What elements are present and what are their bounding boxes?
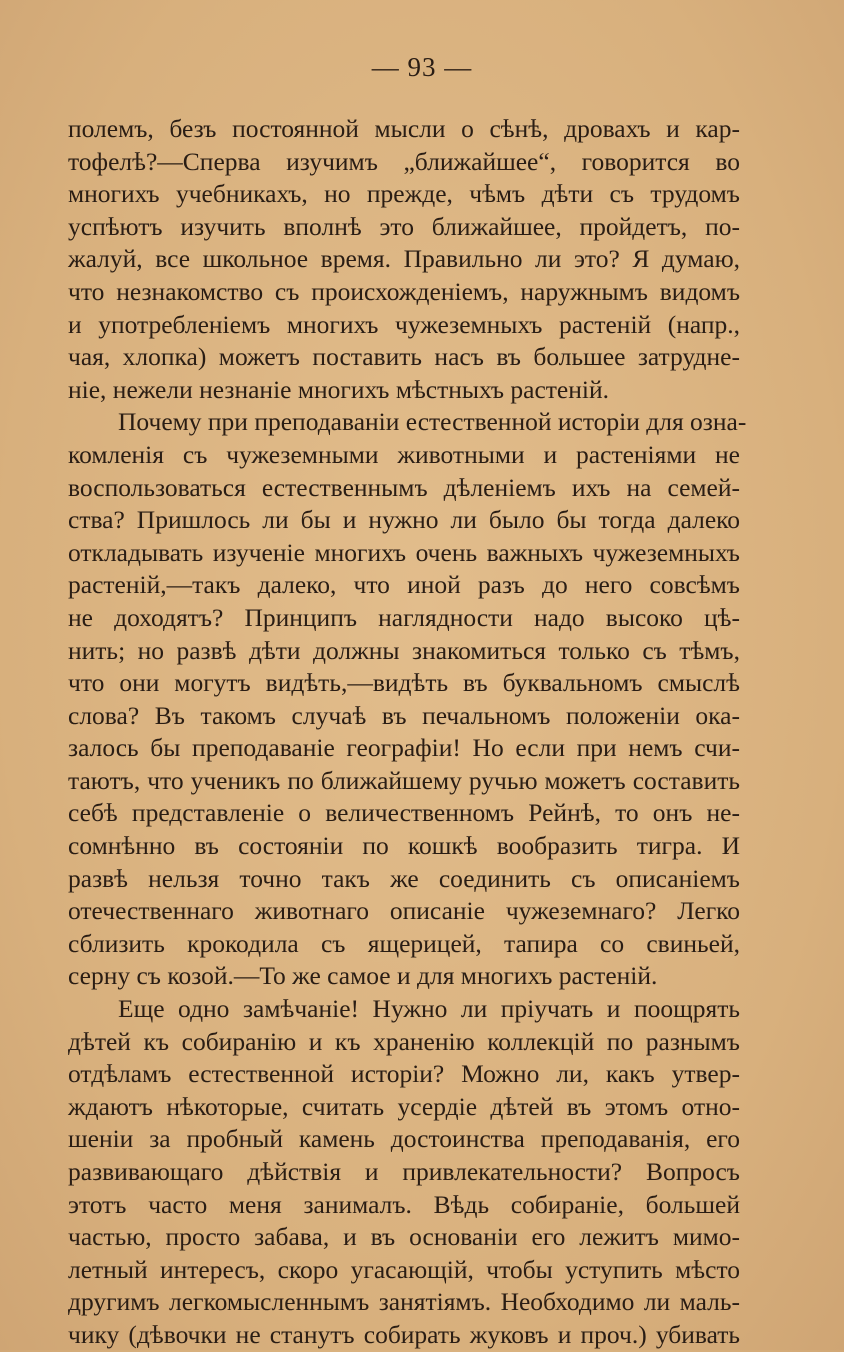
text-line: другимъ легкомысленнымъ занятіямъ. Необходимо ли маль- bbox=[68, 1287, 740, 1317]
text-line: многихъ учебникахъ, но прежде, чѣмъ дѣти съ трудомъ bbox=[68, 179, 740, 209]
text-line: летный интересъ, скоро угасающій, чтобы уступить мѣсто bbox=[68, 1254, 740, 1284]
text-line: успѣютъ изучить вполнѣ это ближайшее, пройдетъ, по- bbox=[68, 211, 740, 241]
body-text bbox=[68, 113, 747, 1352]
paragraph bbox=[68, 406, 747, 993]
text-line: растеній,—такъ далеко, что иной разъ до него совсѣмъ bbox=[68, 570, 740, 600]
text-line: развивающаго дѣйствія и привлекательности? Вопросъ bbox=[68, 1157, 740, 1186]
text-line: ства? Пришлось ли бы и нужно ли было бы тогда далеко bbox=[68, 505, 740, 535]
text-line: отдѣламъ естественной исторіи? Можно ли, какъ утвер- bbox=[68, 1059, 740, 1089]
text-line: дѣтей къ собиранію и къ храненію коллекцій по разнымъ bbox=[68, 1026, 740, 1056]
text-line: откладывать изученіе многихъ очень важныхъ чужеземныхъ bbox=[68, 537, 740, 567]
text-line: не доходятъ? Принципъ наглядности надо высоко цѣ- bbox=[68, 602, 740, 632]
text-line: слова? Въ такомъ случаѣ въ печальномъ положеніи ока- bbox=[68, 700, 740, 730]
text-line: Еще одно замѣчаніе! Нужно ли пріучать и поощрять bbox=[118, 994, 740, 1024]
text-line: отечественнаго животнаго описаніе чужеземнаго? Легко bbox=[68, 896, 740, 926]
text-line: что незнакомство съ происхожденіемъ, наружнымъ видомъ bbox=[68, 276, 740, 306]
text-line: этотъ часто меня занималъ. Вѣдь собираніе, большей bbox=[68, 1189, 740, 1219]
text-line: ждаютъ нѣкоторые, считать усердіе дѣтей въ этомъ отно- bbox=[68, 1091, 740, 1121]
text-line: тофелѣ?—Сперва изучимъ „ближайшее“, говорится во bbox=[68, 146, 740, 176]
text-line: полемъ, безъ постоянной мысли о сѣнѣ, дровахъ и кар- bbox=[68, 114, 740, 143]
text-line: залось бы преподаваніе географіи! Но если при немъ счи- bbox=[68, 733, 740, 763]
text-line: таютъ, что ученикъ по ближайшему ручью можетъ составить bbox=[68, 765, 740, 795]
text-line: и употребленіемъ многихъ чужеземныхъ растеній (напр., bbox=[68, 309, 740, 339]
paragraph bbox=[68, 113, 740, 406]
text-line: себѣ представленіе о величественномъ Рейнѣ, то онъ не- bbox=[68, 798, 740, 828]
text-line: серну съ козой.—То же самое и для многихъ растеній. bbox=[68, 961, 658, 991]
text-line: частью, просто забава, и въ основаніи его лежитъ мимо- bbox=[68, 1222, 740, 1252]
text-line: комленія съ чужеземными животными и растеніями не bbox=[68, 439, 740, 469]
text-line: развѣ нельзя точно такъ же соединить съ описаніемъ bbox=[68, 863, 740, 893]
text-line: воспользоваться естественнымъ дѣленіемъ ихъ на семей- bbox=[68, 472, 740, 502]
text-line: чая, хлопка) можетъ поставить насъ въ большее затрудне- bbox=[68, 342, 740, 372]
text-line: что они могутъ видѣть,—видѣть въ буквальномъ смыслѣ bbox=[68, 668, 740, 698]
text-line: сомнѣнно въ состояніи по кошкѣ вообразить тигра. И bbox=[68, 831, 740, 861]
text-line: сблизить крокодила съ ящерицей, тапира со свиньей, bbox=[68, 928, 740, 958]
text-line: шеніи за пробный камень достоинства преподаванія, его bbox=[68, 1124, 740, 1154]
page-number: — 93 — bbox=[371, 52, 473, 82]
text-line: чику (дѣвочки не станутъ собирать жуковъ и проч.) убивать bbox=[68, 1319, 740, 1349]
text-line: нить; но развѣ дѣти должны знакомиться только съ тѣмъ, bbox=[68, 635, 740, 665]
paragraph bbox=[68, 993, 740, 1352]
text-line: ніе, нежели незнаніе многихъ мѣстныхъ растеній. bbox=[68, 374, 609, 404]
text-line: Почему при преподаваніи естественной исторіи для озна- bbox=[118, 407, 747, 437]
text-line: жалуй, все школьное время. Правильно ли это? Я думаю, bbox=[68, 244, 740, 274]
